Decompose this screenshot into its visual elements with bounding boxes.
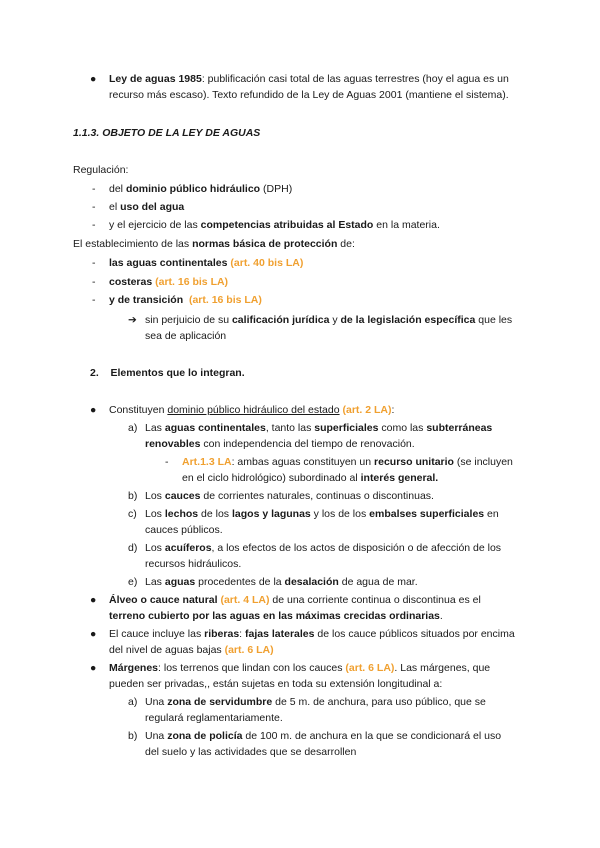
text: : ambas aguas constituyen un (231, 456, 375, 468)
text: del nivel de aguas bajas (109, 644, 225, 656)
text: en el ciclo hidrológico) subordinado al (182, 472, 361, 484)
text-bold: aguas (164, 576, 196, 588)
text-bold: dominio público hidráulico (125, 183, 261, 195)
text: (DPH) (260, 183, 293, 195)
dash-icon: - (92, 257, 96, 269)
text: El establecimiento de las (73, 238, 193, 250)
margenes-item-a-line-1 (145, 695, 526, 709)
intro-text: : publificación casi total de las aguas terrestres (hoy el agua es un (201, 73, 509, 85)
text: de agua de mar. (338, 576, 418, 588)
text: El cauce incluye las (109, 628, 205, 640)
text: de 100 m. de anchura en la que se condicionará el uso (242, 730, 502, 742)
regulacion-item-1 (109, 182, 292, 196)
article-ref: (art. 6 LA) (224, 644, 274, 656)
list-marker: c) (128, 508, 137, 520)
text-bold: cauces (164, 490, 201, 502)
text: , a los efectos de los actos de disposición o de afección de los (211, 542, 502, 554)
text: en (484, 508, 499, 520)
text-bold: Álveo o cauce natural (109, 594, 218, 606)
text: y el ejercicio de las (109, 219, 201, 231)
margenes-line-1 (109, 661, 527, 675)
text: que les (475, 314, 513, 326)
text: . Las márgenes, que (394, 662, 491, 674)
dash-icon: - (92, 183, 96, 195)
text-bold: las aguas continentales (109, 257, 228, 269)
regulacion-label: Regulación: (73, 164, 129, 176)
text-bold: embalses superficiales (369, 508, 485, 520)
article-ref: (art. 40 bis LA) (230, 257, 304, 269)
text-bold: renovables (145, 438, 201, 450)
text: el (109, 201, 121, 213)
margenes-item-a-line-2: regulará reglamentariamente. (145, 712, 283, 724)
text: de 5 m. de anchura, para uso público, que se (272, 696, 486, 708)
text-bold: de la legislación específica (340, 314, 476, 326)
bullet-icon: ● (90, 628, 97, 640)
dash-icon: - (92, 294, 96, 306)
dph-intro (109, 403, 394, 417)
list-marker: b) (128, 730, 138, 742)
text-bold: fajas laterales (245, 628, 315, 640)
intro-term: Ley de aguas 1985 (109, 73, 202, 85)
text-bold: normas básica de protección (192, 238, 338, 250)
text: y los de los (310, 508, 370, 520)
normas-arrow-line-1 (145, 313, 512, 327)
arrow-right-icon: ➔ (128, 314, 137, 326)
text: (se incluyen (453, 456, 513, 468)
text-bold: Márgenes (109, 662, 159, 674)
text: Los (145, 490, 165, 502)
text: Una (145, 696, 168, 708)
dph-sub-line-2 (182, 471, 438, 485)
dash-icon: - (165, 456, 169, 468)
text: de los cauce públicos situados por encima (314, 628, 515, 640)
list-marker: a) (128, 696, 138, 708)
bullet-icon: ● (90, 73, 97, 85)
text: , tanto las (265, 422, 315, 434)
dash-icon: - (92, 219, 96, 231)
alveo-line-2 (109, 609, 443, 623)
text-bold: costeras (109, 276, 153, 288)
dph-item-e (145, 575, 418, 589)
dph-item-a-line-2 (145, 437, 415, 451)
article-ref: Art.1.3 LA (182, 456, 232, 468)
alveo-line-1 (109, 593, 527, 607)
normas-item-2 (109, 275, 228, 289)
margenes-item-b-line-2: del suelo y las actividades que se desarrollen (145, 746, 357, 758)
list-marker: e) (128, 576, 138, 588)
text: sin perjuicio de su (145, 314, 232, 326)
dph-item-c-line-1 (145, 507, 526, 521)
text-underlined: dominio público hidráulico del estado (167, 404, 340, 416)
text: Una (145, 730, 168, 742)
text-bold: aguas continentales (164, 422, 266, 434)
article-ref: (art. 16 bis LA) (188, 294, 262, 306)
normas-arrow-line-2: sea de aplicación (145, 330, 227, 342)
text: Las (145, 422, 165, 434)
list-marker: d) (128, 542, 138, 554)
text-bold: uso del agua (120, 201, 185, 213)
section-heading-113: 1.1.3. OBJETO DE LA LEY DE AGUAS (73, 127, 261, 139)
dph-item-a-line-1 (145, 421, 526, 435)
bullet-icon: ● (90, 594, 97, 606)
text: : (239, 628, 246, 640)
text: . (439, 610, 443, 622)
text: Las (145, 576, 165, 588)
text: de los (198, 508, 232, 520)
list-marker: b) (128, 490, 138, 502)
list-marker: a) (128, 422, 138, 434)
text: de corrientes naturales, continuas o discontinuas. (200, 490, 434, 502)
article-ref: (art. 16 bis LA) (155, 276, 229, 288)
dph-item-c-line-2: cauces públicos. (145, 524, 223, 536)
bullet-icon: ● (90, 404, 97, 416)
text: en la materia. (373, 219, 440, 231)
text: : los terrenos que lindan con los cauces (158, 662, 346, 674)
regulacion-item-2 (109, 200, 184, 214)
margenes-line-2: pueden ser privadas,, están sujetas en toda su extensión longitudinal a: (109, 678, 443, 690)
text-bold: lagos y lagunas (231, 508, 311, 520)
dash-icon: - (92, 201, 96, 213)
text-bold: desalación (284, 576, 339, 588)
text: de una corriente continua o discontinua es el (269, 594, 481, 606)
intro-line-2: recurso más escaso). Texto refundido de la Ley de Aguas 2001 (mantiene el sistema). (109, 89, 509, 101)
text-bold: acuíferos (164, 542, 212, 554)
text-bold: superficiales (314, 422, 379, 434)
intro-line-1 (109, 72, 527, 86)
dph-item-b (145, 489, 434, 503)
riberas-line-2 (109, 643, 274, 657)
text-bold: zona de policía (167, 730, 243, 742)
dash-icon: - (92, 276, 96, 288)
article-ref: (art. 4 LA) (220, 594, 270, 606)
text: con independencia del tiempo de renovación. (200, 438, 415, 450)
section2-title: Elementos que lo integran. (110, 367, 245, 379)
section2-number: 2. (90, 367, 99, 379)
bullet-icon: ● (90, 662, 97, 674)
text: Los (145, 508, 165, 520)
text: procedentes de la (195, 576, 285, 588)
section2-heading (90, 366, 245, 380)
text-bold: subterráneas (426, 422, 493, 434)
normas-item-1 (109, 256, 303, 270)
normas-intro (73, 237, 355, 251)
text: : (391, 404, 395, 416)
text-bold: riberas (204, 628, 240, 640)
text: del (109, 183, 126, 195)
article-ref: (art. 2 LA) (342, 404, 392, 416)
text-bold: calificación jurídica (231, 314, 330, 326)
text: Los (145, 542, 165, 554)
margenes-item-b-line-1 (145, 729, 526, 743)
text-bold: lechos (164, 508, 199, 520)
text-bold: y de transición (109, 294, 184, 306)
text: como las (378, 422, 427, 434)
normas-item-3 (109, 293, 262, 307)
regulacion-item-3 (109, 218, 440, 232)
text: y (329, 314, 341, 326)
dph-item-d-line-2: recursos hidráulicos. (145, 558, 242, 570)
text: Constituyen (109, 404, 168, 416)
dph-sub-line-1 (182, 455, 513, 469)
text-bold: recurso unitario (374, 456, 454, 468)
article-ref: (art. 6 LA) (345, 662, 395, 674)
text: de: (337, 238, 355, 250)
text-bold: interés general. (360, 472, 439, 484)
dph-item-d-line-1 (145, 541, 501, 555)
text-bold: terreno cubierto por las aguas en las máximas crecidas ordinarias (109, 610, 440, 622)
riberas-line-1 (109, 627, 515, 641)
text-bold: zona de servidumbre (167, 696, 273, 708)
text-bold: competencias atribuidas al Estado (200, 219, 374, 231)
